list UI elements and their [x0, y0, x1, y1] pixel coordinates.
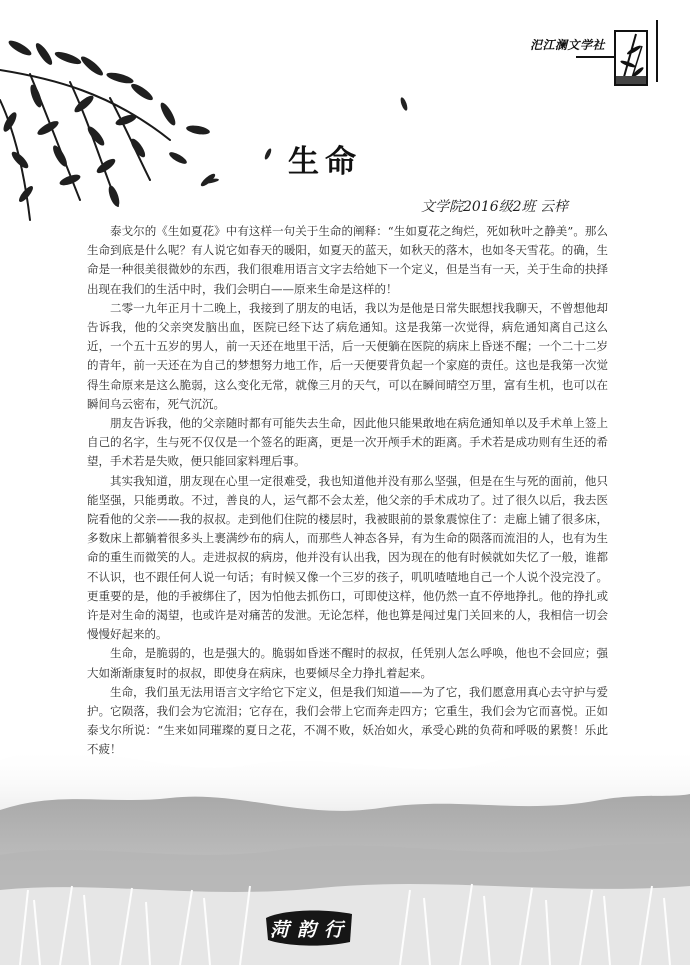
brand-vertical-rule — [656, 20, 658, 82]
article-paragraph: 朋友告诉我，他的父亲随时都有可能失去生命，因此他只能果敢地在病危通知单以及手术单上签上自己的名字，生与死不仅仅是一个签名的距离，更是一次开颅手术的距离。手术若是成功则有生还的希望，手术若是失败，便只能回家料理后事。 — [87, 416, 608, 469]
article-paragraph: 生命，我们虽无法用语言文字给它下定义，但是我们知道——为了它，我们愿意用真心去守护与爱护。它陨落，我们会为它流泪；它存在，我们会带上它而奔走四方；它重生，我们会为它而喜悦。正如泰戈尔所说：“生来如同璀璨的夏日之花，不凋不败，妖冶如火，承受心跳的负荷和呼吸的累赘！乐此不疲！ — [87, 684, 608, 757]
willow-branch-illustration — [0, 30, 240, 240]
brand-ink-emblem — [614, 30, 648, 86]
falling-leaf-icon — [398, 96, 410, 112]
article-title: 生命 — [288, 144, 362, 180]
article-paragraph: 二零一九年正月十二晚上，我接到了朋友的电话，我以为是他是日常失眠想找我聊天，不曾想他却告诉我，他的父亲突发脑出血，医院已经下达了病危通知。这是我第一次觉得，病危通知离自己这么近，一个五十五岁的男人，前一天还在地里干活，后一天便躺在医院的病床上昏迷不醒；一个二十二岁的青年，前一天还在为自己的梦想努力地工作，后一天便要背负起一个家庭的责任。这也是我第一次觉得生命原来是这么脆弱，这么变化无常，就像三月的天气，可以在瞬间晴空万里，富有生机，也可以在瞬间乌云密布，死气沉沉。 — [87, 300, 608, 411]
article-paragraph: 生命，是脆弱的，也是强大的。脆弱如昏迷不醒时的叔叔，任凭别人怎么呼唤，他也不会回应；强大如渐渐康复时的叔叔，即使身在病床，也要倾尽全力挣扎着起来。 — [87, 646, 608, 680]
bamboo-icon — [616, 32, 646, 84]
article-paragraph: 其实我知道，朋友现在心里一定很难受，我也知道他并没有那么坚强，但是在生与死的面前，他只能坚强，只能勇敢。不过，善良的人，运气都不会太差，他父亲的手术成功了。过了很久以后，我去医院看他的父亲——我的叔叔。走到他们住院的楼层时，我被眼前的景象震惊住了：走廊上铺了很多床，多数床上都躺着很多头上裹满纱布的病人，而那些人神态各异，有为生命的陨落而流泪的人，也有为生命的重生而微笑的人。走进叔叔的病房，他并没有认出我，因为现在的他有时候就如失忆了一般，谁都不认识，也不跟任何人说一句话；有时候又像一个三岁的孩子，叽叽喳喳地自己一个人说个没完没了。更重要的是，他的手被绑住了，因为怕他去抓伤口，可即使这样，他仍然一直不停地挣扎。他的挣扎或许是对生命的渴望，也或许是对痛苦的发泄。无论怎样，他也算是闯过鬼门关回来的人，我相信一切会慢慢好起来的。 — [87, 473, 608, 642]
article-body — [87, 222, 608, 760]
section-stamp — [262, 908, 356, 948]
stamp-text: 菏韵行 — [270, 919, 352, 941]
article-byline: 文学院2016级2班 云梓 — [421, 199, 568, 215]
article-paragraph: 泰戈尔的《生如夏花》中有这样一句关于生命的阐释：“生如夏花之绚烂，死如秋叶之静美”。那么生命到底是什么呢？有人说它如春天的暖阳，如夏天的蓝天，如秋天的落木，也如冬天雪花。的确，生命是一种很美很微妙的东西，我们很难用语言文字去给她下一个定义，但是当有一天，关于生命的抉择出现在我们的生活中时，我们会明白——原来生命是这样的！ — [87, 224, 608, 296]
magazine-brand — [516, 20, 666, 88]
brand-name: 汜江澜文学社 — [530, 38, 606, 52]
